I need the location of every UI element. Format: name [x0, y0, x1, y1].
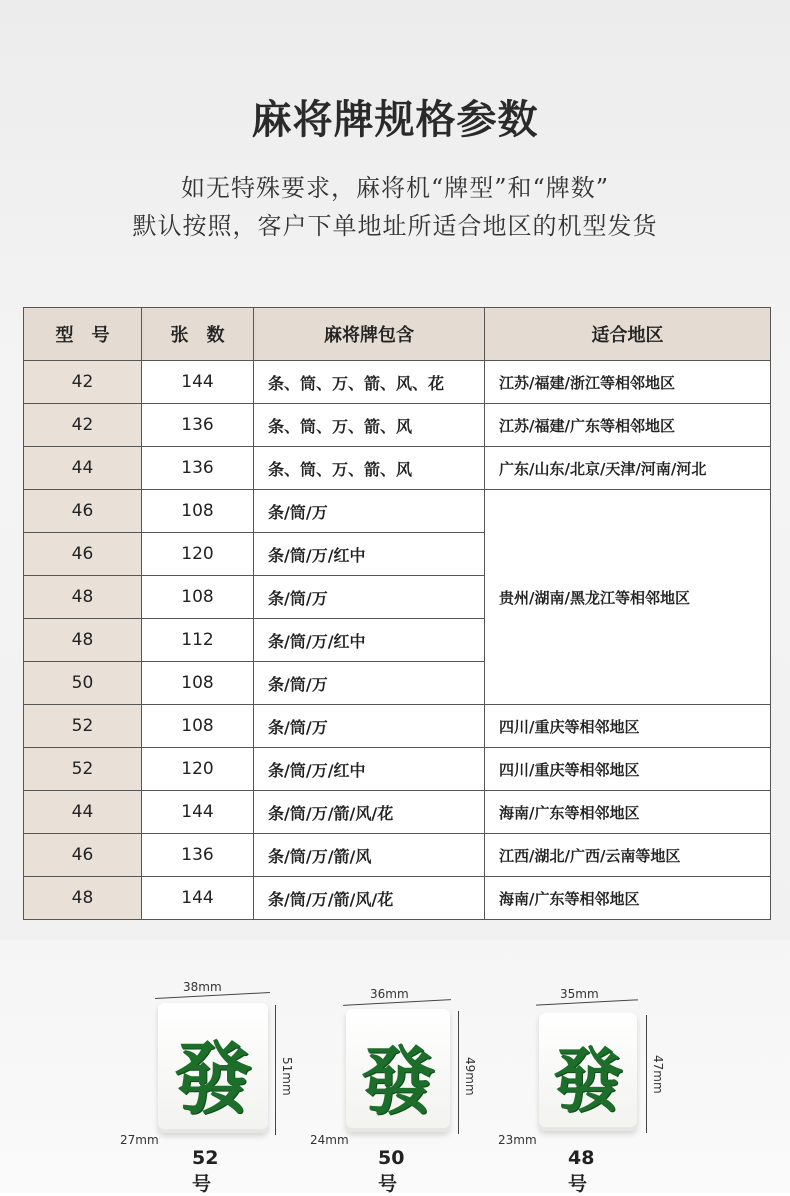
tile-52-body — [158, 1003, 268, 1133]
cell-region: 江苏/福建/广东等相邻地区 — [485, 404, 771, 447]
subtitle-line-2: 默认按照，客户下单地址所适合地区的机型发货 — [132, 212, 658, 240]
header-model: 型 号 — [24, 308, 142, 361]
tile-48-width: 35mm — [560, 987, 599, 1001]
table-row — [24, 748, 771, 791]
header-count: 张 数 — [142, 308, 254, 361]
cell-model: 46 — [24, 490, 142, 533]
fa-tile-glyph-48: 發 — [553, 1039, 623, 1122]
cell-count: 136 — [142, 447, 254, 490]
tile-50-height: 49mm — [463, 1057, 477, 1096]
cell-model: 48 — [24, 877, 142, 920]
tile-50-height-line — [458, 1011, 459, 1134]
spec-table — [23, 307, 771, 920]
cell-content: 条/筒/万/箭/风 — [254, 834, 485, 877]
table-row — [24, 361, 771, 404]
cell-model: 46 — [24, 533, 142, 576]
cell-model: 48 — [24, 576, 142, 619]
cell-count: 136 — [142, 834, 254, 877]
fa-tile-glyph-50: 發 — [361, 1039, 435, 1125]
cell-count: 112 — [142, 619, 254, 662]
tile-48-height: 47mm — [651, 1055, 665, 1094]
cell-model: 52 — [24, 748, 142, 791]
cell-count: 108 — [142, 662, 254, 705]
cell-count: 108 — [142, 490, 254, 533]
cell-count: 120 — [142, 748, 254, 791]
tile-48-depth: 23mm — [498, 1133, 537, 1147]
cell-content: 条/筒/万/箭/风/花 — [254, 791, 485, 834]
cell-content: 条/筒/万/红中 — [254, 533, 485, 576]
table-row — [24, 705, 771, 748]
cell-count: 108 — [142, 705, 254, 748]
cell-region: 江苏/福建/浙江等相邻地区 — [485, 361, 771, 404]
cell-content: 条、筒、万、箭、风、花 — [254, 361, 485, 404]
tile-52-height: 51mm — [280, 1057, 294, 1096]
cell-count: 108 — [142, 576, 254, 619]
cell-content: 条/筒/万 — [254, 662, 485, 705]
cell-region: 海南/广东等相邻地区 — [485, 791, 771, 834]
cell-count: 144 — [142, 877, 254, 920]
table-row — [24, 791, 771, 834]
tile-48-label: 48号 — [568, 1147, 595, 1195]
subtitle-line-1: 如无特殊要求，麻将机“牌型”和“牌数” — [180, 174, 610, 202]
table-row — [24, 834, 771, 877]
cell-model: 50 — [24, 662, 142, 705]
page-title: 麻将牌规格参数 — [251, 97, 539, 143]
cell-model: 44 — [24, 447, 142, 490]
cell-model: 52 — [24, 705, 142, 748]
cell-content: 条/筒/万/红中 — [254, 748, 485, 791]
cell-content: 条/筒/万 — [254, 490, 485, 533]
fa-tile-glyph-52: 發 — [173, 1034, 252, 1125]
cell-region: 四川/重庆等相邻地区 — [485, 705, 771, 748]
table-row — [24, 404, 771, 447]
cell-model: 44 — [24, 791, 142, 834]
cell-model: 42 — [24, 361, 142, 404]
header-region: 适合地区 — [485, 308, 771, 361]
cell-region: 江西/湖北/广西/云南等地区 — [485, 834, 771, 877]
cell-region: 海南/广东等相邻地区 — [485, 877, 771, 920]
cell-count: 120 — [142, 533, 254, 576]
cell-region: 广东/山东/北京/天津/河南/河北 — [485, 447, 771, 490]
cell-region: 贵州/湖南/黑龙江等相邻地区 — [485, 490, 771, 705]
tile-52-depth: 27mm — [120, 1133, 159, 1147]
tile-50-width: 36mm — [370, 987, 409, 1001]
cell-count: 144 — [142, 361, 254, 404]
cell-count: 144 — [142, 791, 254, 834]
tile-50-body — [346, 1009, 450, 1132]
cell-region: 四川/重庆等相邻地区 — [485, 748, 771, 791]
cell-content: 条/筒/万 — [254, 576, 485, 619]
tile-50-label: 50号 — [378, 1147, 405, 1195]
cell-count: 136 — [142, 404, 254, 447]
tile-52-width: 38mm — [183, 980, 222, 994]
cell-model: 48 — [24, 619, 142, 662]
cell-content: 条、筒、万、箭、风 — [254, 404, 485, 447]
cell-content: 条、筒、万、箭、风 — [254, 447, 485, 490]
cell-content: 条/筒/万 — [254, 705, 485, 748]
tile-52-height-line — [275, 1005, 276, 1135]
cell-content: 条/筒/万/红中 — [254, 619, 485, 662]
tile-48-body — [539, 1013, 637, 1131]
cell-content: 条/筒/万/箭/风/花 — [254, 877, 485, 920]
tile-52-label: 52号 — [192, 1147, 219, 1195]
table-row — [24, 490, 771, 533]
tile-50-depth: 24mm — [310, 1133, 349, 1147]
table-row — [24, 447, 771, 490]
header-content: 麻将牌包含 — [254, 308, 485, 361]
cell-model: 46 — [24, 834, 142, 877]
table-header-row — [24, 308, 771, 361]
tile-48-height-line — [646, 1015, 647, 1133]
cell-model: 42 — [24, 404, 142, 447]
table-row — [24, 877, 771, 920]
